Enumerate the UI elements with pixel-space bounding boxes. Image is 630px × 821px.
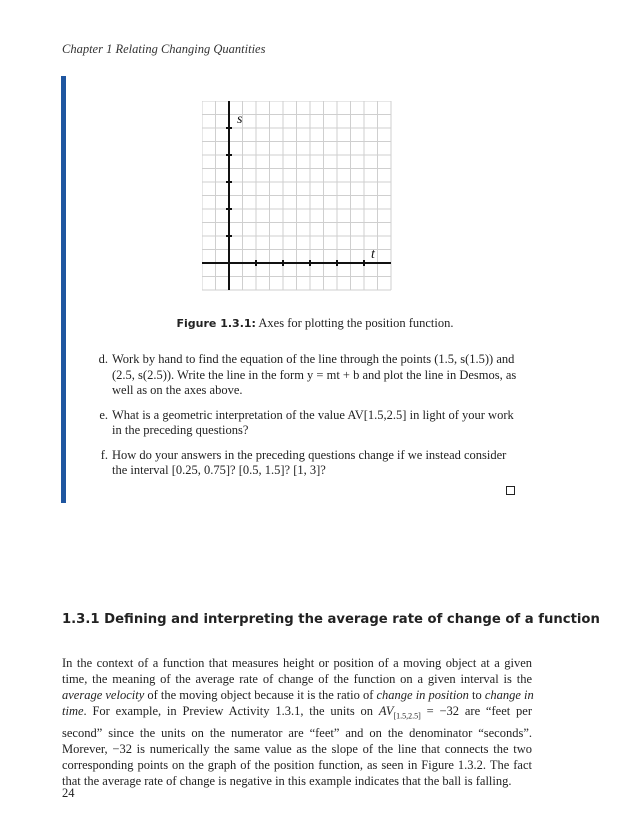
end-of-activity-square-icon bbox=[506, 486, 515, 495]
text-run: of the moving object because it is the ratio of bbox=[144, 688, 377, 702]
question-line: in the preceding questions? bbox=[112, 423, 249, 437]
figure-caption bbox=[0, 316, 630, 331]
question-d bbox=[90, 352, 522, 399]
emphasis: average velocity bbox=[62, 688, 145, 702]
question-line: What is a geometric interpretation of the value AV[1.5,2.5] in light of your work bbox=[112, 407, 514, 422]
question-letter: e. bbox=[99, 407, 108, 422]
question-text bbox=[112, 448, 522, 479]
figure-caption-label: Figure 1.3.1: bbox=[176, 317, 256, 330]
text-run: . For example, in Preview Activity 1.3.1, the units on bbox=[83, 704, 379, 718]
activity-sidebar-bar bbox=[61, 76, 66, 503]
question-letter: f. bbox=[100, 447, 108, 462]
page-number: 24 bbox=[62, 786, 75, 800]
text-run: = −32 are “feet per bbox=[420, 704, 532, 718]
question-line: How do your answers in the preceding questions change if we instead consider bbox=[112, 447, 507, 462]
section-number: 1.3.1 bbox=[62, 612, 100, 627]
paragraph-line: In the context of a function that measures height or position of a moving object at a given bbox=[62, 656, 532, 670]
paragraph-line: corresponding points on the graph of the position function, as seen in Figure 1.3.2. The fact bbox=[62, 757, 532, 772]
math-symbol: AV bbox=[378, 704, 394, 718]
blank-axes-figure bbox=[202, 101, 392, 291]
question-line: the interval [0.25, 0.75]? [0.5, 1.5]? [1, 3]? bbox=[112, 463, 326, 477]
question-line: well as on the axes above. bbox=[112, 383, 243, 397]
question-text bbox=[112, 408, 522, 439]
question-e bbox=[90, 408, 522, 439]
math-subscript: [1.5,2.5] bbox=[393, 711, 421, 721]
paragraph-line: second” since the units on the numerator are “feet” and on the denominator “seconds”. bbox=[62, 725, 532, 740]
question-line: (2.5, s(2.5)). Write the line in the form y = mt + b and plot the line in Desmos, as bbox=[112, 367, 517, 382]
emphasis: change in position bbox=[376, 688, 469, 702]
question-f bbox=[90, 448, 522, 479]
body-paragraph bbox=[62, 655, 532, 789]
question-line: Work by hand to find the equation of the line through the points (1.5, s(1.5)) and bbox=[112, 352, 515, 366]
figure-caption-text: Axes for plotting the position function. bbox=[258, 316, 454, 330]
paragraph-line bbox=[62, 703, 532, 725]
x-axis-label: t bbox=[371, 247, 375, 262]
paragraph-line: Morever, −32 is numerically the same value as the slope of the line that connects the two bbox=[62, 741, 532, 756]
y-axis-label: s bbox=[237, 112, 243, 127]
question-letter: d. bbox=[98, 352, 108, 366]
question-list bbox=[90, 352, 522, 488]
paragraph-line bbox=[62, 687, 532, 703]
paragraph-line: time, the meaning of the average rate of change of the function on a given interval is the bbox=[62, 672, 532, 686]
question-text bbox=[112, 352, 522, 399]
grid-lines bbox=[202, 101, 391, 290]
tick-marks bbox=[226, 128, 364, 266]
text-run: to bbox=[468, 688, 485, 702]
emphasis: time bbox=[62, 704, 84, 718]
section-heading bbox=[62, 612, 600, 627]
section-title: Defining and interpreting the average rate of change of a function bbox=[104, 612, 600, 627]
running-header: Chapter 1 Relating Changing Quantities bbox=[62, 42, 266, 56]
emphasis: change in bbox=[484, 688, 534, 702]
paragraph-line: that the average rate of change is negative in this example indicates that the ball is falling. bbox=[62, 773, 512, 788]
